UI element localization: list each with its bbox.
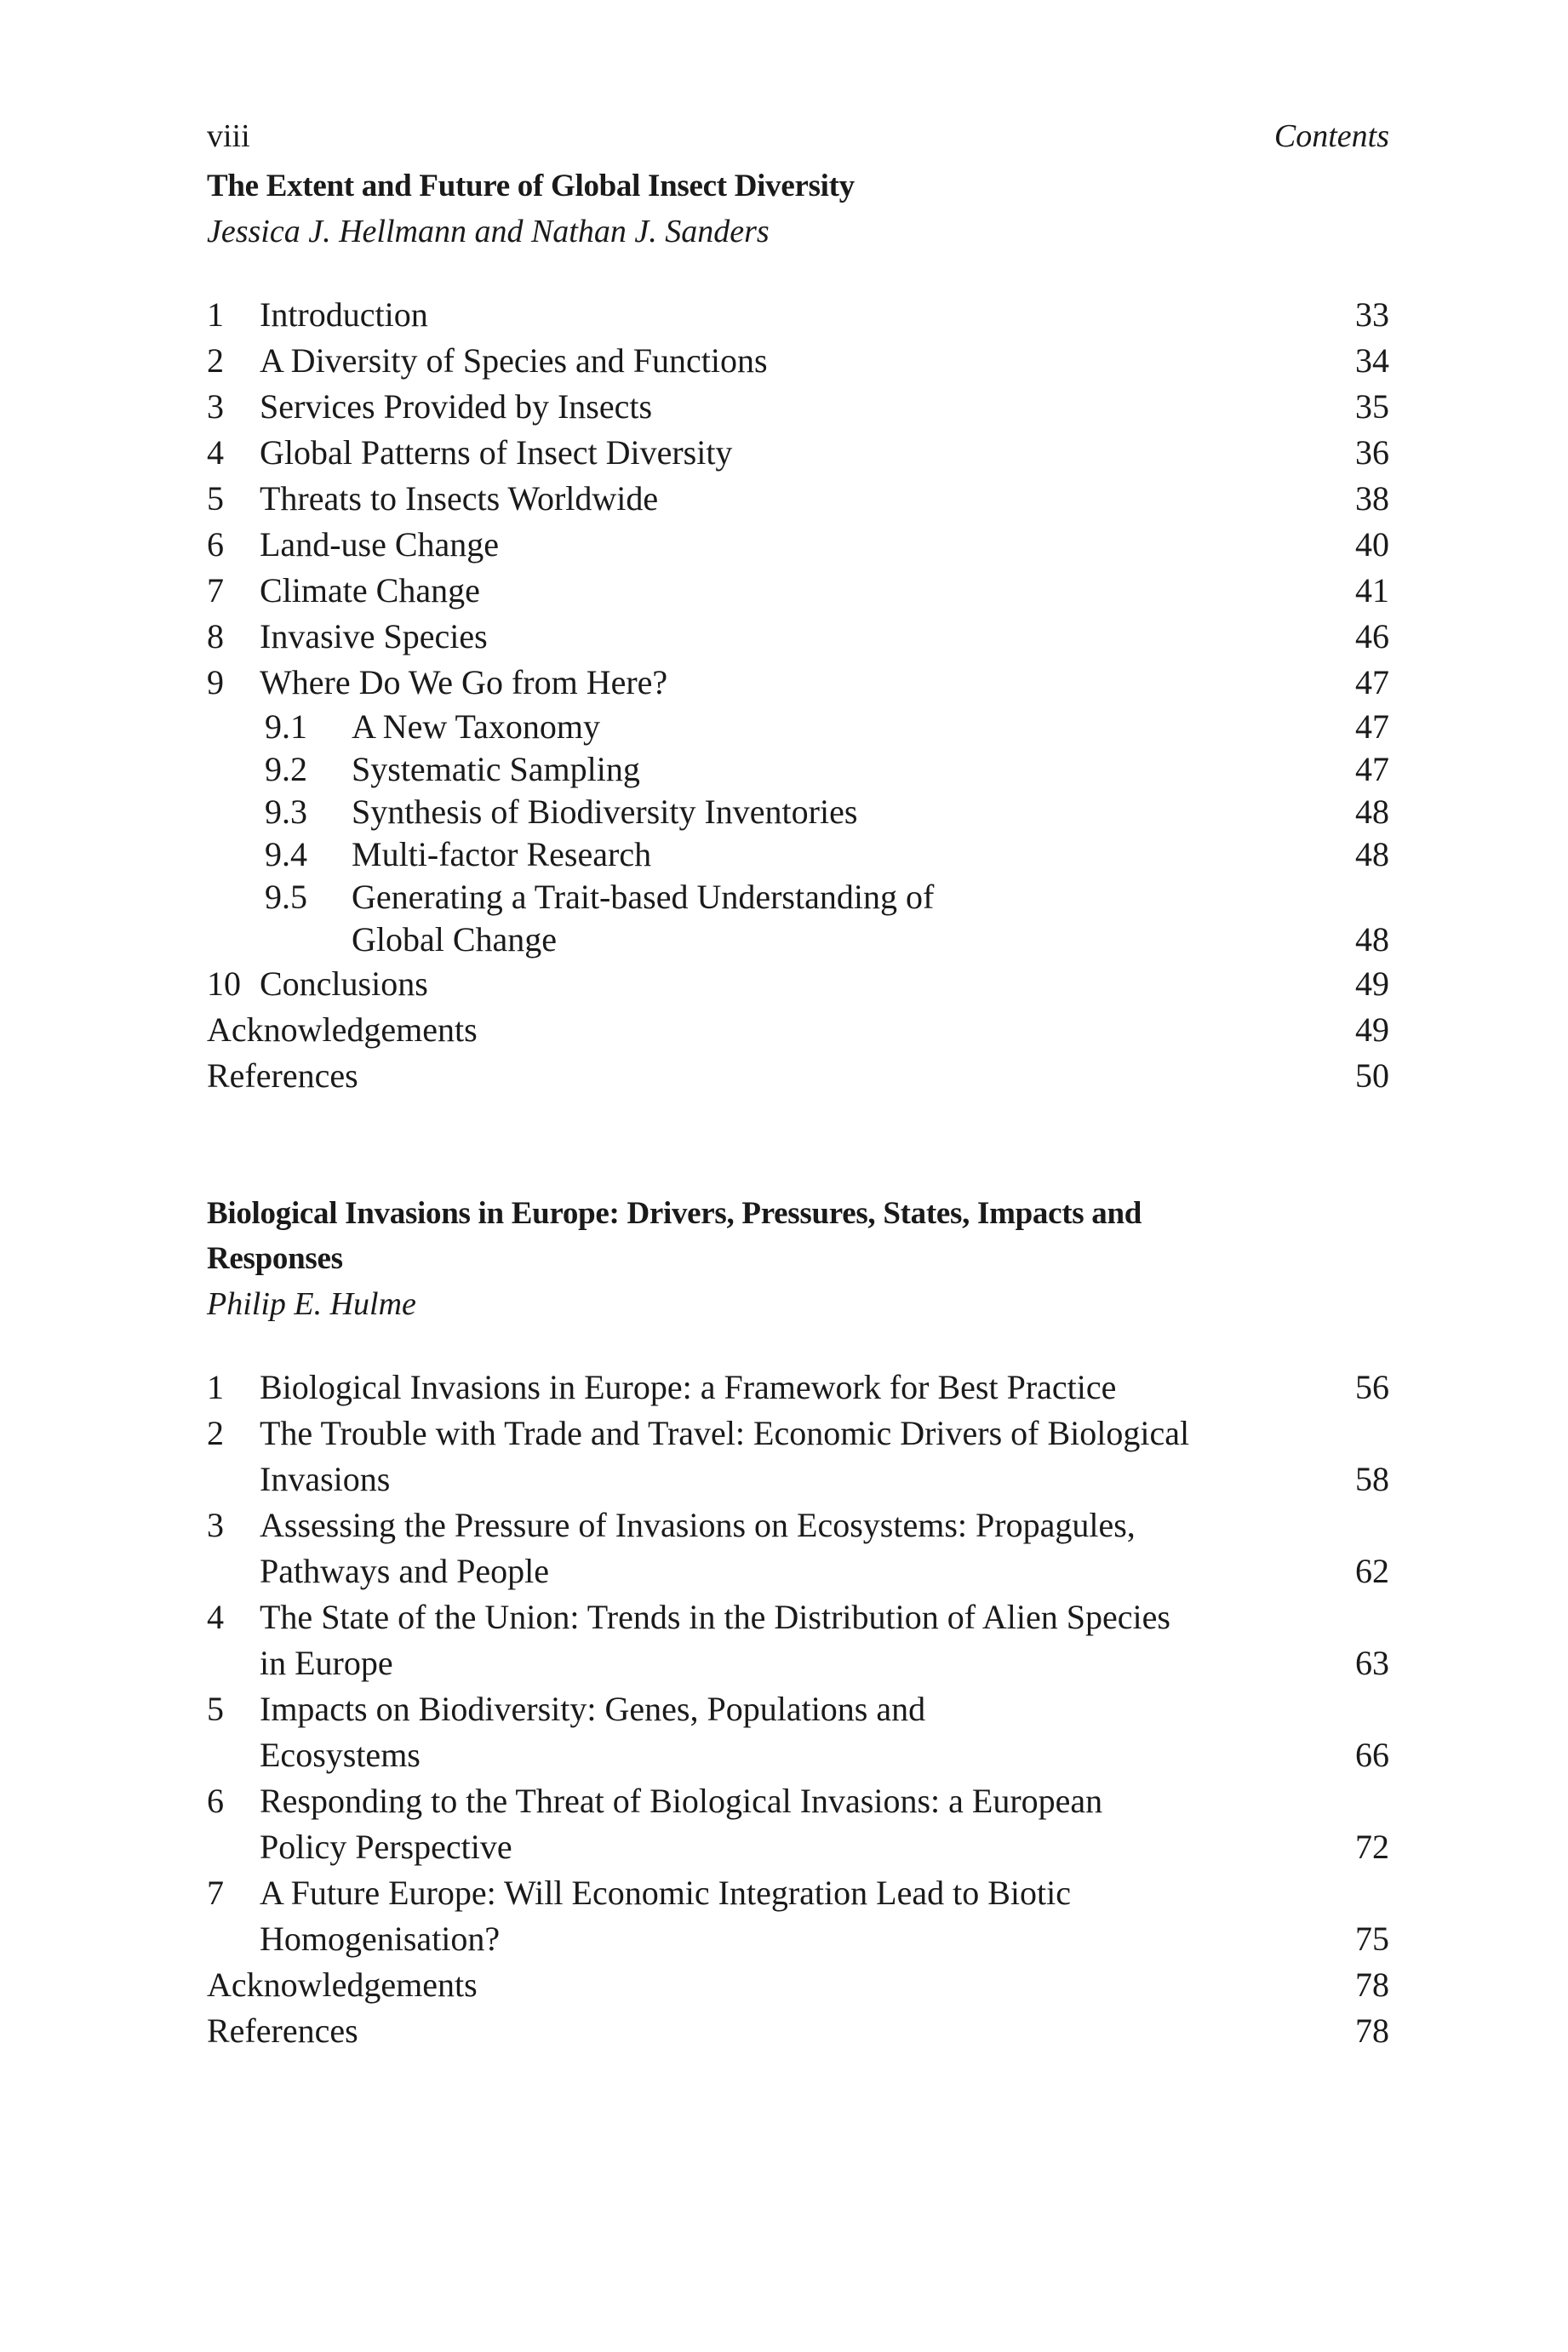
toc-entry[interactable] [207,1686,1389,1778]
entry-number: 9.4 [265,835,307,873]
entry-number: 1 [207,295,224,334]
toc-subentry[interactable] [207,748,1389,791]
entry-title: Systematic Sampling [352,750,640,788]
entry-number: 9 [207,663,224,701]
entry-page: 35 [1355,387,1389,426]
toc-entry[interactable] [207,430,1389,476]
entry-number: 9.3 [265,793,307,831]
entry-page: 40 [1355,525,1389,564]
entry-page: 48 [1355,835,1389,873]
entry-page: 48 [1355,793,1389,831]
entry-page: 46 [1355,617,1389,655]
entry-page: 38 [1355,479,1389,518]
toc-subentry[interactable] [207,706,1389,748]
entry-page: 36 [1355,433,1389,472]
entry-page: 63 [1355,1644,1389,1682]
chapter-authors: Philip E. Hulme [207,1286,416,1322]
toc-entry[interactable] [207,292,1389,338]
running-head [207,117,1389,163]
chapter-title[interactable] [207,163,1389,209]
entry-title-line: Impacts on Biodiversity: Genes, Populations and [260,1690,926,1728]
entry-number: 4 [207,1598,224,1636]
entry-title-line: Responding to the Threat of Biological Invasions: a European [260,1782,1103,1820]
running-head-title: Contents [1273,118,1389,154]
entry-number: 9.5 [265,878,307,916]
entry-title: Climate Change [260,571,480,609]
toc-entry[interactable] [207,522,1389,568]
entry-number: 5 [207,1690,224,1728]
entry-page: 72 [1355,1828,1389,1866]
toc-entry[interactable] [207,476,1389,522]
chapter-title[interactable] [207,1191,1389,1281]
entry-title-line: Ecosystems [260,1736,421,1774]
entry-title-line: Policy Perspective [260,1828,512,1866]
entry-title: References [207,2012,358,2050]
toc-subentry[interactable] [207,833,1389,876]
toc-entry-references[interactable] [207,1053,1389,1099]
toc-entry[interactable] [207,1365,1389,1411]
entry-number: 4 [207,433,224,472]
entry-number: 3 [207,1506,224,1544]
chapter-title-line: Responses [207,1241,343,1276]
entry-title: Global Patterns of Insect Diversity [260,433,733,472]
chapter-block [207,1191,1389,2054]
entry-number: 9.2 [265,750,307,788]
entry-page: 78 [1355,2012,1389,2050]
chapter-title-line: The Extent and Future of Global Insect Diversity [207,169,855,203]
toc-entry[interactable] [207,1870,1389,1962]
entry-number: 9.1 [265,707,307,746]
toc-entry[interactable] [207,1778,1389,1870]
toc-entry[interactable] [207,338,1389,384]
entry-page: 47 [1355,663,1389,701]
chapter-authors: Jessica J. Hellmann and Nathan J. Sanders [207,214,770,249]
toc-entry[interactable] [207,384,1389,430]
entry-title: Biological Invasions in Europe: a Framework for Best Practice [260,1368,1117,1406]
toc-entry[interactable] [207,1502,1389,1594]
entry-title: A New Taxonomy [352,707,600,746]
toc-entry-acknowledgements[interactable] [207,1007,1389,1053]
toc-entry-references[interactable] [207,2008,1389,2054]
entry-title-line: Assessing the Pressure of Invasions on Ecosystems: Propagules, [260,1506,1136,1544]
entry-title: Invasive Species [260,617,488,655]
contents-page [207,117,1389,2054]
toc-entry-acknowledgements[interactable] [207,1962,1389,2008]
entry-number: 7 [207,1874,224,1912]
entry-title: Conclusions [260,964,428,1003]
entry-title: Acknowledgements [207,1010,478,1049]
entry-page: 33 [1355,295,1389,334]
entry-number: 10 [207,964,241,1003]
toc-subentry[interactable] [207,876,1389,961]
entry-page: 48 [1355,920,1389,959]
toc-entry[interactable] [207,660,1389,706]
entry-page: 47 [1355,750,1389,788]
entry-page: 56 [1355,1368,1389,1406]
entry-page: 50 [1355,1056,1389,1095]
toc-entry[interactable] [207,1411,1389,1502]
toc-entry[interactable] [207,568,1389,614]
entry-page: 49 [1355,1010,1389,1049]
entry-title: References [207,1056,358,1095]
entry-page: 49 [1355,964,1389,1003]
entry-number: 3 [207,387,224,426]
entry-title-line: The State of the Union: Trends in the Distribution of Alien Species [260,1598,1170,1636]
toc-list [207,1365,1389,2054]
entry-number: 7 [207,571,224,609]
entry-number: 5 [207,479,224,518]
entry-title-line: Pathways and People [260,1552,549,1590]
entry-title: Threats to Insects Worldwide [260,479,659,518]
page-folio: viii [207,118,250,154]
entry-page: 66 [1355,1736,1389,1774]
entry-title-line: Homogenisation? [260,1920,501,1958]
entry-title: Synthesis of Biodiversity Inventories [352,793,858,831]
entry-title: Services Provided by Insects [260,387,653,426]
entry-title: Land-use Change [260,525,500,564]
toc-subentry[interactable] [207,791,1389,833]
entry-number: 1 [207,1368,224,1406]
entry-title: Acknowledgements [207,1966,478,2004]
toc-entry[interactable] [207,961,1389,1007]
entry-number: 2 [207,1414,224,1452]
entry-title: Multi-factor Research [352,835,652,873]
entry-page: 78 [1355,1966,1389,2004]
entry-title: Where Do We Go from Here? [260,663,668,701]
entry-title-line: Global Change [352,920,558,959]
toc-entry[interactable] [207,1594,1389,1686]
chapter-title-line: Biological Invasions in Europe: Drivers, Pressures, States, Impacts and [207,1196,1142,1231]
entry-number: 6 [207,1782,224,1820]
entry-page: 58 [1355,1460,1389,1498]
entry-page: 34 [1355,341,1389,380]
entry-title-line: Invasions [260,1460,391,1498]
entry-title-line: A Future Europe: Will Economic Integration Lead to Biotic [260,1874,1071,1912]
entry-title-line: The Trouble with Trade and Travel: Economic Drivers of Biological [260,1414,1190,1452]
entry-number: 2 [207,341,224,380]
entry-page: 75 [1355,1920,1389,1958]
entry-title: Introduction [260,295,428,334]
toc-entry[interactable] [207,614,1389,660]
entry-number: 6 [207,525,224,564]
entry-page: 47 [1355,707,1389,746]
entry-title-line: in Europe [260,1644,393,1682]
chapter-block [207,163,1389,1099]
entry-title-line: Generating a Trait-based Understanding of [352,878,935,916]
toc-list [207,292,1389,1099]
entry-title: A Diversity of Species and Functions [260,341,768,380]
entry-number: 8 [207,617,224,655]
entry-page: 41 [1355,571,1389,609]
entry-page: 62 [1355,1552,1389,1590]
